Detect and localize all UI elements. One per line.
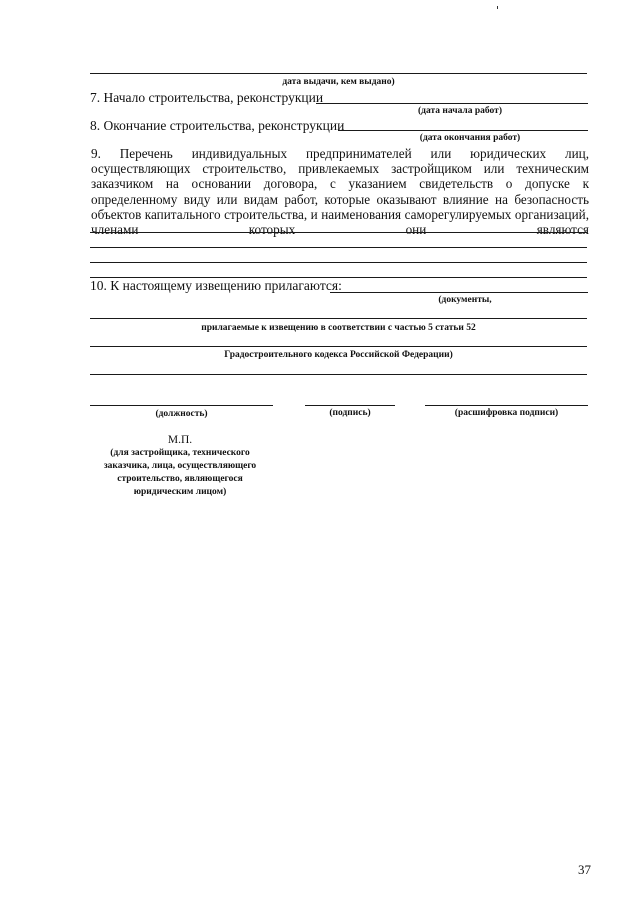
scan-mark — [497, 6, 498, 9]
issued-line[interactable] — [90, 73, 587, 74]
item9-entry-line-1[interactable] — [90, 232, 587, 233]
item7-start-date-field[interactable] — [316, 103, 588, 104]
item9-entry-line-3[interactable] — [90, 262, 587, 263]
item10-caption-3: Градостроительного кодекса Российской Федерации) — [224, 350, 453, 360]
item8-label: 8. Окончание строительства, реконструкции — [90, 118, 345, 133]
stamp-block — [95, 434, 265, 499]
signature-field[interactable] — [305, 405, 395, 406]
item8-end-date-field[interactable] — [338, 130, 588, 131]
position-caption: (должность) — [155, 409, 208, 419]
item7-label: 7. Начало строительства, реконструкции — [90, 90, 324, 105]
item10-entry-line-3[interactable] — [90, 374, 587, 375]
item10-entry-line-2[interactable] — [90, 346, 587, 347]
item9-text: 9. Перечень индивидуальных предпринимателей или юридических лиц, осуществляющих строительство, привлекаемых застройщиком или техническим заказчиком на основании договора, с указанием свидетельств о допуске к определенному виду или видам работ, которые оказывают влияние на безопасность объектов капитального строительства, и наименования саморегулируемых организаций, членами которых они являются — [91, 146, 589, 238]
item9-entry-line-2[interactable] — [90, 247, 587, 248]
issued-caption: дата выдачи, кем выдано) — [282, 77, 395, 87]
item10-caption-1: (документы, — [438, 295, 492, 305]
signature-caption: (подпись) — [329, 408, 371, 418]
stamp-note: (для застройщика, технического заказчика, лица, осуществляющего строительство, являющегося юридическим лицом) — [103, 448, 257, 497]
position-field[interactable] — [90, 405, 273, 406]
item8-caption: (дата окончания работ) — [419, 133, 521, 143]
item10-caption-2: прилагаемые к извещению в соответствии с частью 5 статьи 52 — [201, 323, 476, 333]
item10-label: 10. К настоящему извещению прилагаются: — [90, 278, 342, 293]
item10-entry-line-1[interactable] — [90, 318, 587, 319]
stamp-mp: М.П. — [167, 434, 193, 446]
page-number: 37 — [578, 862, 591, 877]
decryption-caption: (расшифровка подписи) — [454, 408, 559, 418]
item7-caption: (дата начала работ) — [418, 106, 502, 116]
item10-documents-field[interactable] — [330, 292, 588, 293]
signature-decryption-field[interactable] — [425, 405, 588, 406]
